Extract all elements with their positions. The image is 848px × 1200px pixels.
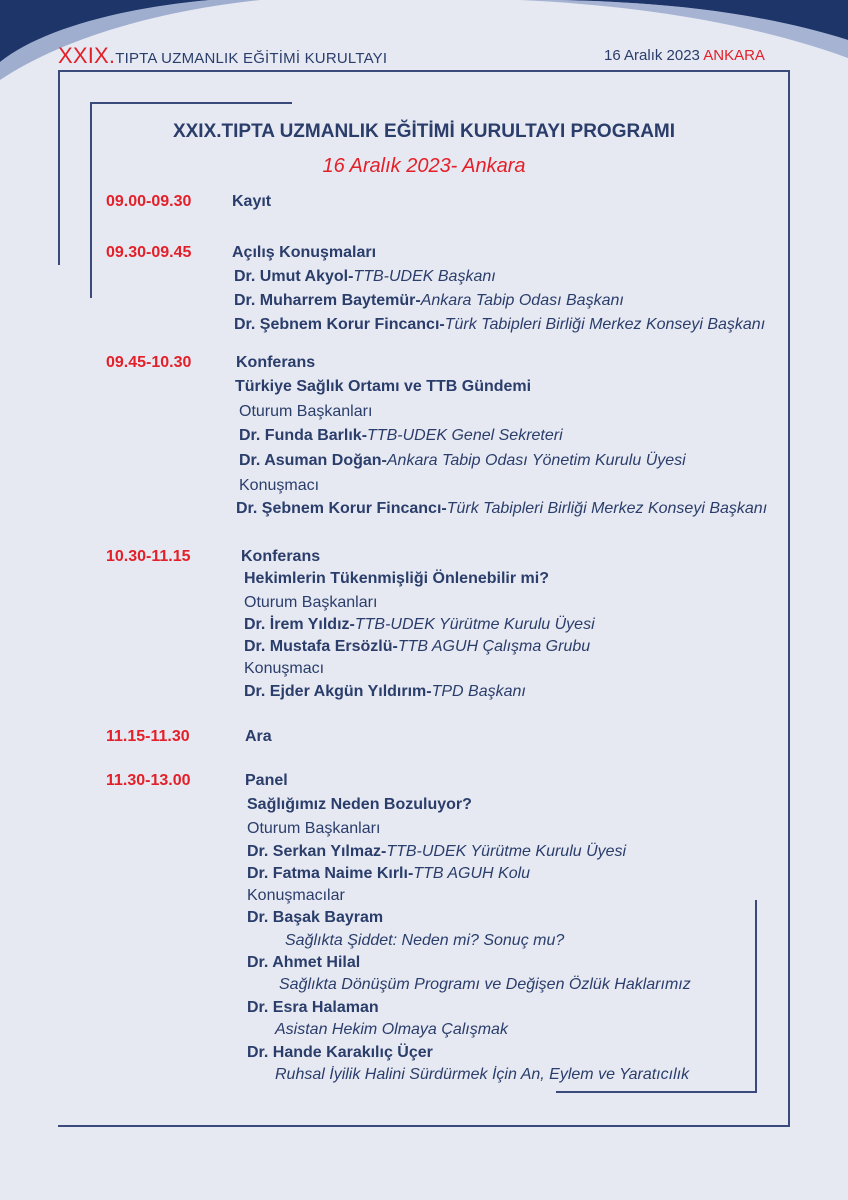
chair-line: [247, 843, 626, 861]
chair-role: TTB-UDEK Genel Sekreteri: [367, 427, 563, 444]
panel-talk-title: Asistan Hekim Olmaya Çalışmak: [275, 1021, 508, 1038]
session-time: 11.15-11.30: [106, 728, 190, 745]
speaker-name: Dr. Ejder Akgün Yıldırım-: [244, 683, 432, 700]
session-time: 09.45-10.30: [106, 354, 192, 371]
session-time: 09.30-09.45: [106, 244, 192, 261]
panel-talk-title: Ruhsal İyilik Halini Sürdürmek İçin An, Eylem ve Yaratıcılık: [275, 1066, 690, 1083]
page-subtitle: 16 Aralık 2023- Ankara: [322, 155, 526, 177]
speaker-label: Konuşmacı: [244, 660, 325, 677]
header-date: [604, 47, 765, 64]
speaker-line: [234, 268, 496, 286]
chairs-label: Oturum Başkanları: [239, 403, 373, 420]
speaker-role: Ankara Tabip Odası Başkanı: [420, 292, 624, 309]
header-roman: XXIX.: [58, 43, 116, 68]
chair-name: Dr. Mustafa Ersözlü-: [244, 638, 398, 655]
speaker-line: [244, 683, 526, 701]
chair-line: [244, 616, 595, 634]
speaker-name: Dr. Muharrem Baytemür-: [234, 292, 421, 309]
session-title: Kayıt: [232, 193, 272, 210]
session-topic: Hekimlerin Tükenmişliği Önlenebilir mi?: [244, 570, 549, 587]
panel-speaker-name: Dr. Hande Karakılıç Üçer: [247, 1044, 433, 1061]
speaker-line: [234, 292, 624, 310]
chair-line: [239, 452, 686, 470]
chair-role: TTB AGUH Çalışma Grubu: [397, 638, 591, 655]
page-title: XXIX.TIPTA UZMANLIK EĞİTİMİ KURULTAYI PROGRAMI: [172, 121, 676, 142]
header-city: ANKARA: [703, 47, 765, 64]
session-time: 11.30-13.00: [106, 772, 191, 789]
session-time: 09.00-09.30: [106, 193, 192, 210]
session-time: 10.30-11.15: [106, 548, 191, 565]
chairs-label: Oturum Başkanları: [244, 594, 378, 611]
chair-line: [247, 865, 530, 883]
session-title: Ara: [245, 728, 272, 745]
chair-role: TTB-UDEK Yürütme Kurulu Üyesi: [386, 843, 627, 860]
chair-role: TTB-UDEK Yürütme Kurulu Üyesi: [354, 616, 595, 633]
chair-line: [244, 638, 590, 656]
panel-talk-title: Sağlıkta Şiddet: Neden mi? Sonuç mu?: [285, 932, 565, 949]
chair-name: Dr. Funda Barlık-: [239, 427, 368, 444]
header-name: TIPTA UZMANLIK EĞİTİMİ KURULTAYI: [115, 50, 388, 67]
speaker-role: Türk Tabipleri Birliği Merkez Konseyi Başkanı: [446, 500, 768, 517]
speaker-role: Türk Tabipleri Birliği Merkez Konseyi Başkanı: [444, 316, 766, 333]
chair-role: TTB AGUH Kolu: [413, 865, 531, 882]
session-title: Konferans: [236, 354, 316, 371]
chairs-label: Oturum Başkanları: [247, 820, 381, 837]
chair-role: Ankara Tabip Odası Yönetim Kurulu Üyesi: [386, 452, 686, 469]
session-topic: Türkiye Sağlık Ortamı ve TTB Gündemi: [235, 378, 532, 395]
speaker-line: [236, 500, 767, 518]
session-title: Panel: [245, 772, 288, 789]
header-title: [58, 43, 387, 69]
chair-line: [239, 427, 563, 445]
chair-name: Dr. Serkan Yılmaz-: [247, 843, 387, 860]
chair-name: Dr. Fatma Naime Kırlı-: [247, 865, 414, 882]
speaker-name: Dr. Umut Akyol-: [234, 268, 354, 285]
panel-speaker-name: Dr. Esra Halaman: [247, 999, 379, 1016]
speakers-label: Konuşmacılar: [247, 887, 345, 904]
panel-speaker-name: Dr. Ahmet Hilal: [247, 954, 361, 971]
speaker-role: TTB-UDEK Başkanı: [353, 268, 496, 285]
speaker-label: Konuşmacı: [239, 477, 320, 494]
speaker-name: Dr. Şebnem Korur Fincancı-: [234, 316, 445, 333]
header-date-text: 16 Aralık 2023: [604, 47, 700, 64]
session-title: Açılış Konuşmaları: [232, 244, 377, 261]
speaker-role: TPD Başkanı: [431, 683, 526, 700]
speaker-name: Dr. Şebnem Korur Fincancı-: [236, 500, 447, 517]
session-title: Konferans: [241, 548, 321, 565]
session-topic: Sağlığımız Neden Bozuluyor?: [247, 796, 472, 813]
chair-name: Dr. İrem Yıldız-: [244, 616, 355, 633]
panel-talk-title: Sağlıkta Dönüşüm Programı ve Değişen Özlük Haklarımız: [279, 976, 691, 993]
speaker-line: [234, 316, 765, 334]
chair-name: Dr. Asuman Doğan-: [239, 452, 387, 469]
panel-speaker-name: Dr. Başak Bayram: [247, 909, 384, 926]
